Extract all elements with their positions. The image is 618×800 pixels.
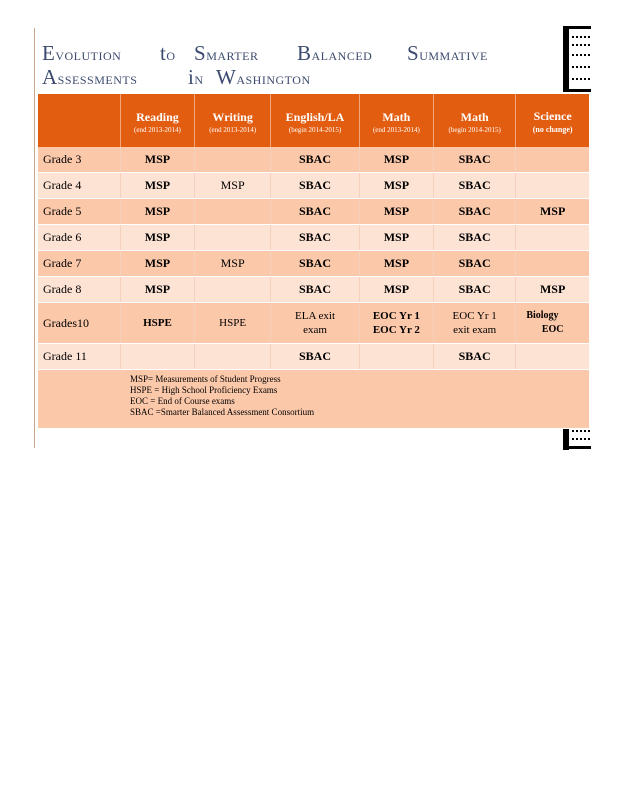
header-grade bbox=[38, 94, 120, 147]
title-word: ASSESSMENTS bbox=[42, 65, 138, 89]
header-english-la: English/LA (begin 2014-2015) bbox=[271, 94, 360, 147]
math-begin-cell: SBAC bbox=[433, 225, 515, 251]
left-margin-rule bbox=[34, 28, 35, 448]
title-word: tO bbox=[160, 41, 176, 65]
ela-cell: SBAC bbox=[271, 225, 360, 251]
math-begin-cell: SBAC bbox=[433, 344, 515, 370]
science-cell bbox=[516, 344, 589, 370]
header-math-end: Math (end 2013-2014) bbox=[359, 94, 433, 147]
math-begin-cell: SBAC bbox=[433, 251, 515, 277]
grade-cell: Grade 11 bbox=[38, 344, 120, 370]
science-cell bbox=[516, 147, 589, 173]
table-header-row bbox=[38, 94, 589, 147]
title-word: SUMMATIVE bbox=[407, 41, 488, 65]
reading-cell: MSP bbox=[120, 199, 194, 225]
science-cell bbox=[516, 225, 589, 251]
writing-cell bbox=[195, 344, 271, 370]
writing-cell bbox=[195, 277, 271, 303]
ela-cell: SBAC bbox=[271, 277, 360, 303]
science-cell bbox=[516, 251, 589, 277]
ela-cell: SBAC bbox=[271, 173, 360, 199]
math-begin-cell: EOC Yr 1 exit exam bbox=[433, 303, 515, 344]
grade-cell: Grade 8 bbox=[38, 277, 120, 303]
legend-cell bbox=[38, 370, 589, 429]
table-row-grade-11 bbox=[38, 344, 589, 370]
science-cell bbox=[516, 173, 589, 199]
science-cell: MSP bbox=[516, 199, 589, 225]
science-cell: MSP bbox=[516, 277, 589, 303]
legend-item: EOC = End of Course exams bbox=[130, 396, 235, 406]
title-word: SMARTER bbox=[194, 41, 259, 65]
reading-cell: MSP bbox=[120, 147, 194, 173]
legend-item: MSP= Measurements of Student Progress bbox=[130, 374, 281, 384]
assessment-table bbox=[38, 94, 589, 429]
math-end-cell: MSP bbox=[359, 277, 433, 303]
math-begin-cell: SBAC bbox=[433, 173, 515, 199]
math-end-cell bbox=[359, 344, 433, 370]
title-word: WASHINGTON bbox=[216, 65, 311, 89]
grade-cell: Grades10 bbox=[38, 303, 120, 344]
science-cell: Biology EOC bbox=[516, 303, 589, 344]
reading-cell: HSPE bbox=[120, 303, 194, 344]
writing-cell: HSPE bbox=[195, 303, 271, 344]
writing-cell bbox=[195, 199, 271, 225]
header-science: Science (no change) bbox=[516, 94, 589, 147]
grade-cell: Grade 6 bbox=[38, 225, 120, 251]
grade-cell: Grade 4 bbox=[38, 173, 120, 199]
table-row bbox=[38, 173, 589, 199]
writing-cell: MSP bbox=[195, 173, 271, 199]
writing-cell bbox=[195, 147, 271, 173]
table-row-grade-10 bbox=[38, 303, 589, 344]
writing-cell bbox=[195, 225, 271, 251]
title-word: BALANCED bbox=[297, 41, 373, 65]
reading-cell: MSP bbox=[120, 225, 194, 251]
ela-cell: ELA exit exam bbox=[271, 303, 360, 344]
reading-cell: MSP bbox=[120, 251, 194, 277]
ela-cell: SBAC bbox=[271, 344, 360, 370]
writing-cell: MSP bbox=[195, 251, 271, 277]
math-end-cell: MSP bbox=[359, 225, 433, 251]
table-row bbox=[38, 147, 589, 173]
header-writing: Writing (end 2013-2014) bbox=[195, 94, 271, 147]
math-begin-cell: SBAC bbox=[433, 147, 515, 173]
title-word: iN bbox=[188, 65, 204, 89]
table-row bbox=[38, 199, 589, 225]
table-row bbox=[38, 277, 589, 303]
grade-cell: Grade 5 bbox=[38, 199, 120, 225]
reading-cell bbox=[120, 344, 194, 370]
page-title bbox=[42, 40, 562, 88]
header-reading: Reading (end 2013-2014) bbox=[120, 94, 194, 147]
math-begin-cell: SBAC bbox=[433, 199, 515, 225]
math-end-cell: EOC Yr 1 EOC Yr 2 bbox=[359, 303, 433, 344]
math-end-cell: MSP bbox=[359, 147, 433, 173]
table-row bbox=[38, 225, 589, 251]
title-line-1 bbox=[42, 40, 562, 64]
ela-cell: SBAC bbox=[271, 199, 360, 225]
title-line-2 bbox=[42, 64, 562, 88]
math-begin-cell: SBAC bbox=[433, 277, 515, 303]
math-end-cell: MSP bbox=[359, 173, 433, 199]
legend-row bbox=[38, 370, 589, 429]
math-end-cell: MSP bbox=[359, 251, 433, 277]
reading-cell: MSP bbox=[120, 173, 194, 199]
math-end-cell: MSP bbox=[359, 199, 433, 225]
reading-cell: MSP bbox=[120, 277, 194, 303]
header-math-begin: Math (begin 2014-2015) bbox=[433, 94, 515, 147]
ela-cell: SBAC bbox=[271, 251, 360, 277]
grade-cell: Grade 7 bbox=[38, 251, 120, 277]
title-word: EVOLUTION bbox=[42, 41, 122, 65]
grade-cell: Grade 3 bbox=[38, 147, 120, 173]
table-row bbox=[38, 251, 589, 277]
abbreviation-legend bbox=[38, 370, 589, 418]
legend-item: SBAC =Smarter Balanced Assessment Consortium bbox=[130, 407, 315, 417]
ela-cell: SBAC bbox=[271, 147, 360, 173]
corner-ornament-top bbox=[563, 26, 591, 92]
legend-item: HSPE = High School Proficiency Exams bbox=[130, 385, 278, 395]
